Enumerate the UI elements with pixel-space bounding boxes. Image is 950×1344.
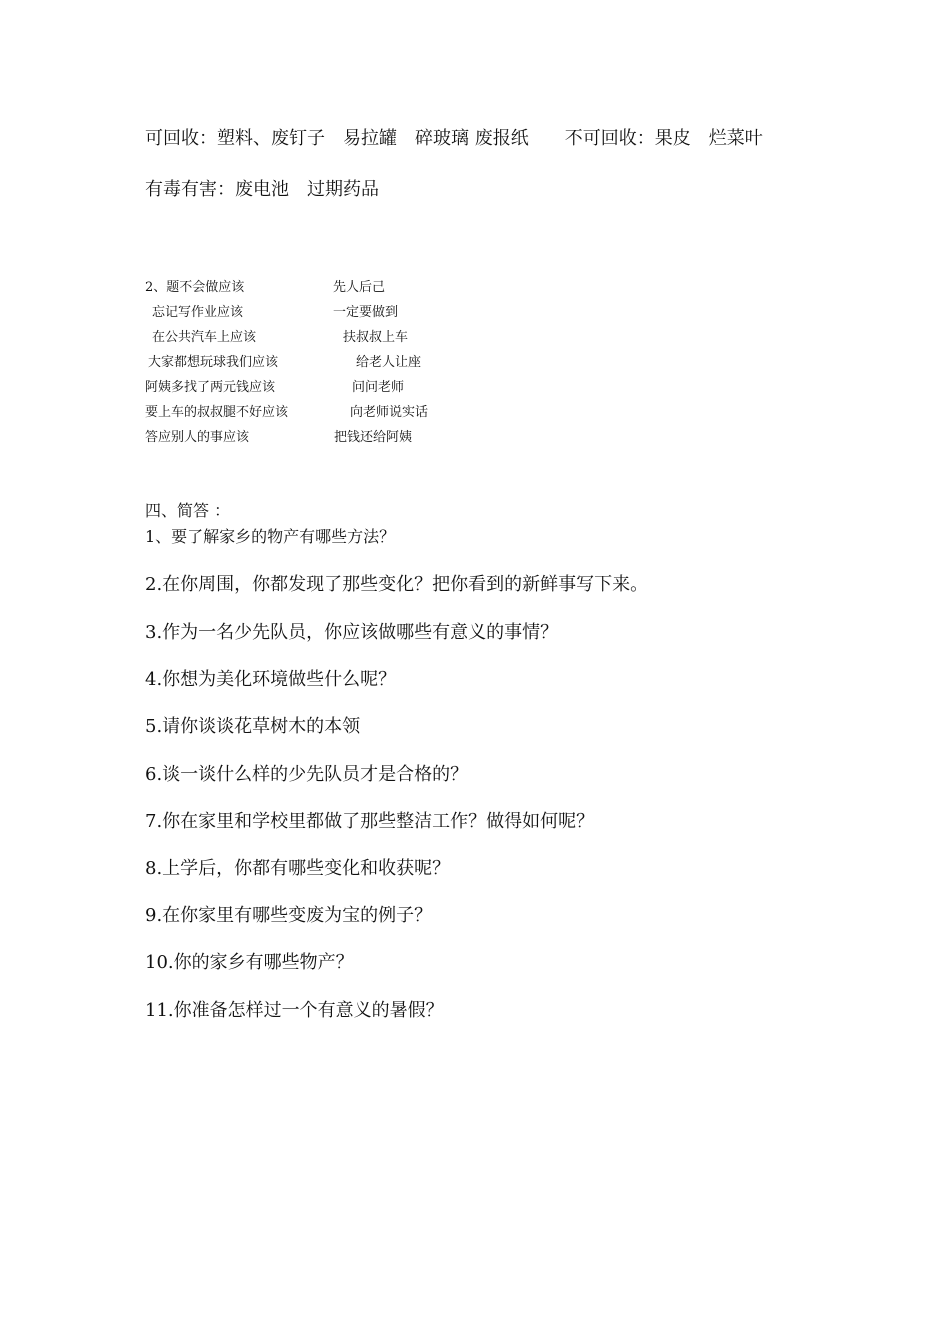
question-item: 8.上学后，你都有哪些变化和收获呢？	[145, 858, 451, 879]
match-right-item: 一定要做到	[333, 305, 399, 320]
section-heading: 四、简答 ：	[145, 501, 231, 520]
match-left-item: 要上车的叔叔腿不好应该	[145, 405, 289, 420]
match-left-item: 大家都想玩球我们应该	[148, 355, 279, 370]
question-item: 11.你准备怎样过一个有意义的暑假？	[145, 1000, 444, 1021]
question-item: 2.在你周围，你都发现了那些变化？把你看到的新鲜事写下来。	[145, 574, 649, 595]
question-item: 3.作为一名少先队员，你应该做哪些有意义的事情？	[145, 622, 559, 643]
match-left-item: 在公共汽车上应该	[152, 330, 257, 345]
question-item: 7.你在家里和学校里都做了那些整洁工作？做得如何呢？	[145, 811, 595, 832]
match-right-item: 扶叔叔上车	[343, 330, 409, 345]
match-right-item: 给老人让座	[356, 355, 422, 370]
match-left-item: 阿姨多找了两元钱应该	[145, 380, 276, 395]
match-right-item: 向老师说实话	[350, 405, 429, 420]
recycle-line: 可回收：塑料、废钉子 易拉罐 碎玻璃 废报纸 不可回收：果皮 烂菜叶	[145, 128, 763, 149]
question-item: 6.谈一谈什么样的少先队员才是合格的？	[145, 764, 469, 785]
question-item: 4.你想为美化环境做些什么呢？	[145, 669, 397, 690]
match-right-item: 把钱还给阿姨	[334, 430, 413, 445]
match-left-item: 答应别人的事应该	[145, 430, 250, 445]
match-left-item: 2、题不会做应该	[145, 280, 245, 295]
hazard-line: 有毒有害：废电池 过期药品	[145, 179, 379, 200]
match-right-item: 先人后己	[333, 280, 386, 295]
question-1: 1、要了解家乡的物产有哪些方法？	[145, 527, 396, 546]
match-right-item: 问问老师	[352, 380, 405, 395]
match-left-item: 忘记写作业应该	[152, 305, 244, 320]
question-item: 5.请你谈谈花草树木的本领	[145, 716, 361, 737]
question-item: 9.在你家里有哪些变废为宝的例子？	[145, 905, 433, 926]
question-item: 10.你的家乡有哪些物产？	[145, 952, 354, 973]
